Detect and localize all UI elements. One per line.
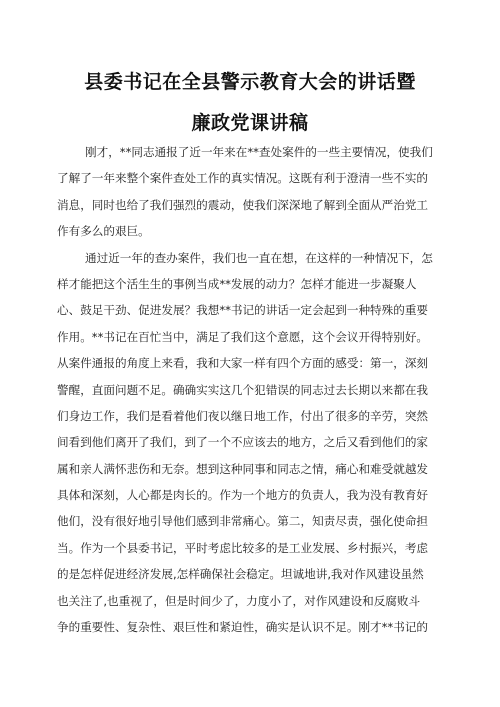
text-line: 样才能把这个活生生的事例当成**发展的动力？怎样才能进一步凝聚人 — [57, 276, 417, 291]
text-line: 们身边工作，我们是看着他们夜以继日地工作，付出了很多的辛劳，突然 — [57, 408, 429, 423]
document-body — [57, 139, 452, 640]
text-line: 警醒，直面问题不足。确确实实这几个犯错误的同志过去长期以来都在我 — [57, 382, 429, 397]
text-line: 作用。**书记在百忙当中，满足了我们这个意愿，这个会议开得特别好。 — [57, 329, 429, 344]
text-line: 具体和深刻，人心都是肉长的。作为一个地方的负责人，我为没有教育好 — [57, 488, 429, 503]
text-line: 从案件通报的角度上来看，我和大家一样有四个方面的感受：第一，深刻 — [57, 356, 429, 371]
text-line: 也关注了,也重视了，但是时间少了，力度小了，对作风建设和反腐败斗 — [57, 593, 421, 608]
text-line: 当。作为一个县委书记，平时考虑比较多的是工业发展、乡村振兴，考虑 — [57, 540, 429, 555]
text-line: 作有多么的艰巨。 — [57, 224, 150, 239]
document-title-line-1: 县委书记在全县警示教育大会的讲话暨 — [84, 71, 416, 93]
text-line: 刚才，**同志通报了近一年来在**查处案件的一些主要情况，使我们 — [85, 145, 433, 159]
text-line: 争的重要性、复杂性、艰巨性和紧迫性，确实是认识不足。刚才**书记的 — [57, 620, 429, 635]
text-line: 了解了一年来整个案件查处工作的真实情况。这既有利于澄清一些不实的 — [57, 171, 429, 186]
text-line: 他们，没有很好地引导他们感到非常痛心。第二，知责尽责，强化使命担 — [57, 514, 429, 529]
text-line: 间看到他们离开了我们，到了一个不应该去的地方，之后又看到他们的家 — [57, 435, 429, 450]
text-line: 的是怎样促进经济发展,怎样确保社会稳定。坦诚地讲,我对作风建设虽然 — [57, 567, 424, 582]
text-line: 属和亲人满怀悲伤和无奈。想到这种同事和同志之情，痛心和难受就越发 — [57, 461, 429, 476]
document-title-line-2: 廉政党课讲稿 — [191, 112, 309, 134]
text-line: 消息，同时也给了我们强烈的震动，使我们深深地了解到全面从严治党工 — [57, 197, 429, 212]
text-line: 通过近一年的查办案件，我们也一直在想，在这样的一种情况下，怎 — [85, 250, 433, 265]
text-line: 心、鼓足干劲、促进发展？我想**书记的讲话一定会起到一种特殊的重要 — [57, 303, 429, 318]
